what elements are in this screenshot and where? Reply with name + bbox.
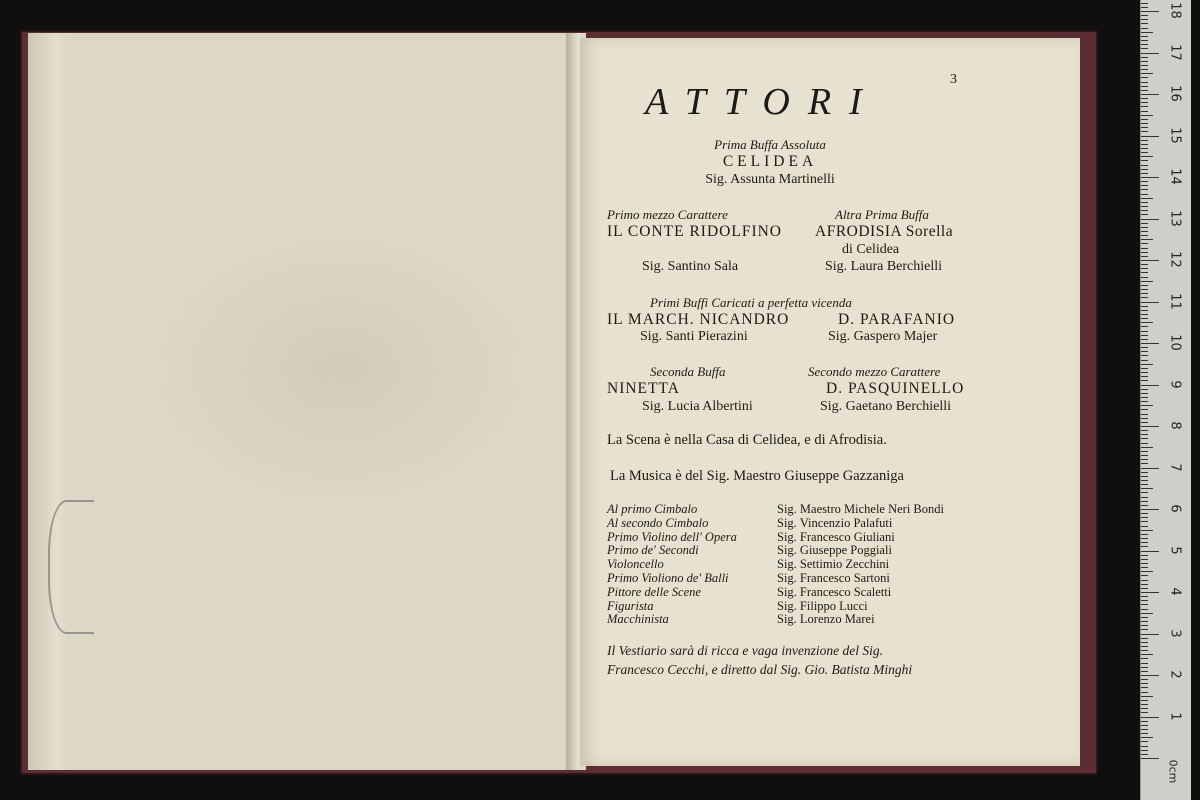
ruler-tick: [1141, 551, 1159, 552]
ruler-tick: [1141, 409, 1148, 410]
ruler-tick: [1141, 227, 1148, 228]
ruler-tick: [1141, 592, 1159, 593]
ruler-tick: [1141, 44, 1148, 45]
page-title: ATTORI: [645, 81, 880, 123]
crew-role: Primo Violino dell' Opera: [607, 529, 737, 544]
ruler-tick: [1141, 277, 1148, 278]
ruler-tick: [1141, 194, 1148, 195]
ruler-tick: [1141, 310, 1148, 311]
ruler-number: 4: [1167, 587, 1183, 596]
ruler-tick: [1141, 501, 1148, 502]
ruler-tick: [1141, 563, 1148, 564]
ruler-number: 10: [1167, 334, 1183, 351]
crew-name: Sig. Giuseppe Poggiali: [777, 543, 892, 558]
ruler-tick: [1141, 434, 1148, 435]
ruler-tick: [1141, 256, 1148, 257]
ruler-tick: [1141, 741, 1148, 742]
ruler-tick: [1141, 729, 1148, 730]
pair3-right-performer: Sig. Gaetano Berchielli: [820, 399, 952, 414]
ruler-tick: [1141, 401, 1148, 402]
ruler-tick: [1141, 733, 1148, 734]
ruler-tick: [1141, 488, 1153, 489]
crew-role: Al primo Cimbalo: [607, 502, 698, 516]
ruler-number: 13: [1167, 209, 1183, 227]
ruler-tick: [1141, 613, 1153, 614]
ruler-tick: [1141, 156, 1153, 157]
ruler-tick: [1141, 231, 1148, 232]
ruler-tick: [1141, 248, 1148, 249]
ruler-tick: [1141, 181, 1148, 182]
pair3-left-role: Seconda Buffa: [650, 364, 726, 379]
ruler-tick: [1141, 198, 1153, 199]
ruler-tick: [1141, 717, 1159, 718]
ruler-tick: [1141, 567, 1148, 568]
ruler-tick: [1141, 131, 1148, 132]
ruler-tick: [1141, 73, 1153, 74]
ruler-tick: [1141, 484, 1148, 485]
ruler-tick: [1141, 326, 1148, 327]
ruler-tick: [1141, 173, 1148, 174]
ruler-tick: [1141, 385, 1159, 386]
ruler-tick: [1141, 588, 1148, 589]
ruler-tick: [1141, 136, 1159, 137]
ruler-tick: [1141, 575, 1148, 576]
crew-name: Sig. Maestro Michele Neri Bondi: [777, 502, 944, 516]
ruler-tick: [1141, 692, 1148, 693]
pair1-left-character: IL CONTE RIDOLFINO: [607, 223, 782, 240]
crew-name: Sig. Lorenzo Marei: [777, 612, 875, 627]
ruler-tick: [1141, 65, 1148, 66]
pair3-left-performer: Sig. Lucia Albertini: [642, 399, 753, 414]
pair1-right-character-line2: di Celidea: [842, 242, 900, 257]
ruler-number: 15: [1167, 126, 1183, 144]
ruler-tick: [1141, 555, 1148, 556]
ruler-tick: [1141, 243, 1148, 244]
ruler-number: 12: [1167, 251, 1183, 268]
ruler-number: 8: [1167, 421, 1183, 430]
ruler-tick: [1141, 339, 1148, 340]
ruler-tick: [1141, 459, 1148, 460]
pair1-right-character: AFRODISIA Sorella: [815, 223, 954, 240]
ruler-tick: [1141, 335, 1148, 336]
ruler-tick: [1141, 559, 1148, 560]
ruler-tick: [1141, 94, 1159, 95]
ruler-tick: [1141, 281, 1153, 282]
ruler-tick: [1141, 650, 1148, 651]
ruler-tick: [1141, 758, 1159, 759]
pair1-left-performer: Sig. Santino Sala: [642, 259, 739, 274]
ruler-tick: [1141, 86, 1148, 87]
pair3-left-character: NINETTA: [607, 380, 680, 397]
ruler-tick: [1141, 376, 1148, 377]
ruler-tick: [1141, 57, 1148, 58]
ruler-tick: [1141, 102, 1148, 103]
ruler-tick: [1141, 679, 1148, 680]
ruler-tick: [1141, 169, 1148, 170]
ruler-number: 11: [1167, 292, 1183, 310]
ruler-tick: [1141, 451, 1148, 452]
ruler-tick: [1141, 700, 1148, 701]
ruler-tick: [1141, 23, 1148, 24]
costume-line-1: Il Vestiario sarà di ricca e vaga invenzione del Sig.: [607, 643, 883, 658]
ruler-tick: [1141, 509, 1159, 510]
ruler-tick: [1141, 189, 1148, 190]
ruler-number: 3: [1167, 628, 1183, 638]
ruler-tick: [1141, 538, 1148, 539]
ruler-tick: [1141, 306, 1148, 307]
ruler-tick: [1141, 19, 1148, 20]
ruler-tick: [1141, 372, 1148, 373]
ruler-tick: [1141, 704, 1148, 705]
ruler-number: 9: [1167, 379, 1183, 389]
ruler-tick: [1141, 268, 1148, 269]
ruler-tick: [1141, 596, 1148, 597]
ruler-tick: [1141, 754, 1148, 755]
ruler-tick: [1141, 347, 1148, 348]
pair1-right-performer: Sig. Laura Berchielli: [825, 259, 943, 274]
ruler-tick: [1141, 447, 1153, 448]
ruler-tick: [1141, 418, 1148, 419]
crew-name: Sig. Francesco Sartoni: [777, 571, 890, 585]
ruler-tick: [1141, 513, 1148, 514]
ruler-tick: [1141, 297, 1148, 298]
ruler-tick: [1141, 140, 1148, 141]
crew-role: Pittore delle Scene: [607, 584, 701, 599]
ruler-tick: [1141, 687, 1148, 688]
ruler-tick: [1141, 214, 1148, 215]
ruler-tick: [1141, 621, 1148, 622]
ruler-tick: [1141, 480, 1148, 481]
ruler-tick: [1141, 604, 1148, 605]
ruler-tick: [1141, 725, 1148, 726]
ruler-tick: [1141, 61, 1148, 62]
ruler-tick: [1141, 119, 1148, 120]
ruler-tick: [1141, 663, 1148, 664]
ruler-tick: [1141, 609, 1148, 610]
ruler-tick: [1141, 646, 1148, 647]
crew-role: Violoncello: [607, 557, 664, 572]
ruler-number: 7: [1167, 462, 1183, 472]
crew-role: Macchinista: [607, 612, 669, 627]
ruler-tick: [1141, 239, 1153, 240]
ruler-tick: [1141, 642, 1148, 643]
ruler-tick: [1141, 683, 1148, 684]
ruler-tick: [1141, 322, 1153, 323]
ruler-tick: [1141, 343, 1159, 344]
ruler-tick: [1141, 285, 1148, 286]
ruler-tick: [1141, 148, 1148, 149]
ruler-tick: [1141, 264, 1148, 265]
ruler-tick: [1141, 584, 1148, 585]
ruler-number: 1: [1167, 711, 1183, 721]
crew-name: Sig. Francesco Scaletti: [777, 584, 892, 599]
crew-role: Al secondo Cimbalo: [607, 515, 709, 530]
ruler-tick: [1141, 426, 1159, 427]
ruler-tick: [1141, 634, 1159, 635]
pair2-shared-role: Primi Buffi Caricati a perfetta vicenda: [650, 295, 852, 310]
ruler-tick: [1141, 293, 1148, 294]
left-page-edge: [28, 33, 68, 770]
ruler-tick: [1141, 497, 1148, 498]
ruler-tick: [1141, 11, 1159, 12]
ruler-number: 14: [1167, 168, 1183, 185]
pair2-left-character: IL MARCH. NICANDRO: [607, 311, 790, 328]
ruler-tick: [1141, 206, 1148, 207]
ruler-tick: [1141, 472, 1148, 473]
ruler-tick: [1141, 235, 1148, 236]
ruler-tick: [1141, 123, 1148, 124]
ruler-tick: [1141, 165, 1148, 166]
ruler-number: 6: [1167, 504, 1183, 513]
ruler-tick: [1141, 160, 1148, 161]
ruler-tick: [1141, 712, 1148, 713]
ruler-tick: [1141, 28, 1148, 29]
ruler-tick: [1141, 111, 1148, 112]
pair2-right-character: D. PARAFANIO: [838, 311, 956, 328]
costume-line-2: Francesco Cecchi, e diretto dal Sig. Gio. Batista Minghi: [607, 662, 913, 677]
ruler-tick: [1141, 355, 1148, 356]
ruler-tick: [1141, 422, 1148, 423]
ruler-tick: [1141, 15, 1148, 16]
ruler-tick: [1141, 289, 1148, 290]
ruler-number: 18: [1167, 2, 1183, 19]
ruler-tick: [1141, 476, 1148, 477]
page-number: 3: [950, 72, 957, 87]
ruler-tick: [1141, 48, 1148, 49]
lead-character: CELIDEA: [722, 153, 818, 170]
ruler-number: 2: [1167, 670, 1183, 679]
ruler-tick: [1141, 3, 1148, 4]
ruler-tick: [1141, 517, 1148, 518]
ruler-tick: [1141, 53, 1159, 54]
ruler-tick: [1141, 667, 1148, 668]
lead-role: Prima Buffa Assoluta: [714, 137, 826, 152]
ruler-tick: [1141, 69, 1148, 70]
ruler-tick: [1141, 542, 1148, 543]
crew-role: Primo Violiono de' Balli: [607, 571, 729, 585]
ruler-tick: [1141, 438, 1148, 439]
ruler-tick: [1141, 40, 1148, 41]
ruler-unit-label: 0cm: [1166, 759, 1180, 784]
crew-role: Figurista: [607, 598, 654, 613]
ruler-tick: [1141, 364, 1153, 365]
ruler-tick: [1141, 708, 1148, 709]
ruler-tick: [1141, 219, 1159, 220]
ruler-tick: [1141, 617, 1148, 618]
ruler-tick: [1141, 202, 1148, 203]
ruler-tick: [1141, 185, 1148, 186]
library-stamp: [48, 500, 94, 634]
pair3-right-character: D. PASQUINELLO: [826, 380, 965, 397]
crew-name: Sig. Settimio Zecchini: [777, 557, 890, 572]
pair1-right-role: Altra Prima Buffa: [835, 207, 929, 222]
crew-name: Sig. Vincenzio Palafuti: [777, 515, 893, 530]
ruler-tick: [1141, 127, 1148, 128]
crew-role: Primo de' Secondi: [607, 543, 699, 558]
ruler-tick: [1141, 526, 1148, 527]
music-line: La Musica è del Sig. Maestro Giuseppe Gazzaniga: [610, 468, 904, 484]
crew-name: Sig. Filippo Lucci: [777, 598, 868, 613]
ruler-tick: [1141, 530, 1153, 531]
ruler-tick: [1141, 272, 1148, 273]
ruler-tick: [1141, 463, 1148, 464]
ruler-tick: [1141, 302, 1159, 303]
ruler-tick: [1141, 260, 1159, 261]
pair2-right-performer: Sig. Gaspero Majer: [828, 329, 938, 344]
ruler-tick: [1141, 721, 1148, 722]
ruler-number: 17: [1167, 43, 1183, 61]
ruler-tick: [1141, 368, 1148, 369]
ruler-tick: [1141, 77, 1148, 78]
ruler-tick: [1141, 696, 1153, 697]
ruler-tick: [1141, 746, 1148, 747]
ruler-tick: [1141, 36, 1148, 37]
ruler-tick: [1141, 534, 1148, 535]
ruler-tick: [1141, 671, 1148, 672]
ruler-tick: [1141, 331, 1148, 332]
ruler-tick: [1141, 314, 1148, 315]
ruler-tick: [1141, 397, 1148, 398]
ruler-tick: [1141, 521, 1148, 522]
ruler-number: 16: [1167, 85, 1183, 102]
ruler-tick: [1141, 430, 1148, 431]
pair2-left-performer: Sig. Santi Pierazini: [640, 329, 748, 344]
ruler-tick: [1141, 443, 1148, 444]
ruler-tick: [1141, 405, 1153, 406]
ruler-tick: [1141, 629, 1148, 630]
show-through-ornament: [150, 230, 530, 510]
crew-name: Sig. Francesco Giuliani: [777, 529, 895, 544]
pair3-right-role: Secondo mezzo Carattere: [808, 364, 941, 379]
ruler-tick: [1141, 492, 1148, 493]
ruler-tick: [1141, 468, 1159, 469]
ruler-tick: [1141, 115, 1153, 116]
ruler-tick: [1141, 675, 1159, 676]
ruler-tick: [1141, 505, 1148, 506]
ruler-tick: [1141, 414, 1148, 415]
ruler-tick: [1141, 638, 1148, 639]
pair1-left-role: Primo mezzo Carattere: [607, 207, 728, 222]
ruler-tick: [1141, 90, 1148, 91]
ruler-tick: [1141, 223, 1148, 224]
ruler-tick: [1141, 380, 1148, 381]
ruler-tick: [1141, 546, 1148, 547]
ruler-tick: [1141, 389, 1148, 390]
ruler-tick: [1141, 82, 1148, 83]
ruler-tick: [1141, 571, 1153, 572]
ruler-tick: [1141, 393, 1148, 394]
ruler-tick: [1141, 210, 1148, 211]
ruler-tick: [1141, 455, 1148, 456]
ruler-tick: [1141, 152, 1148, 153]
ruler-tick: [1141, 750, 1148, 751]
ruler-tick: [1141, 625, 1148, 626]
ruler-tick: [1141, 32, 1153, 33]
lead-performer: Sig. Assunta Martinelli: [705, 172, 835, 187]
ruler-tick: [1141, 177, 1159, 178]
ruler-tick: [1141, 658, 1148, 659]
ruler-tick: [1141, 98, 1148, 99]
scene-line: La Scena è nella Casa di Celidea, e di Afrodisia.: [607, 432, 887, 448]
ruler-tick: [1141, 654, 1153, 655]
ruler-tick: [1141, 580, 1148, 581]
ruler-tick: [1141, 252, 1148, 253]
ruler-tick: [1141, 600, 1148, 601]
ruler-tick: [1141, 106, 1148, 107]
ruler-number: 5: [1167, 545, 1183, 555]
ruler-tick: [1141, 360, 1148, 361]
ruler-tick: [1141, 318, 1148, 319]
ruler-tick: [1141, 144, 1148, 145]
ruler-tick: [1141, 7, 1148, 8]
ruler-tick: [1141, 351, 1148, 352]
ruler-tick: [1141, 737, 1153, 738]
measuring-ruler: [1140, 0, 1191, 800]
